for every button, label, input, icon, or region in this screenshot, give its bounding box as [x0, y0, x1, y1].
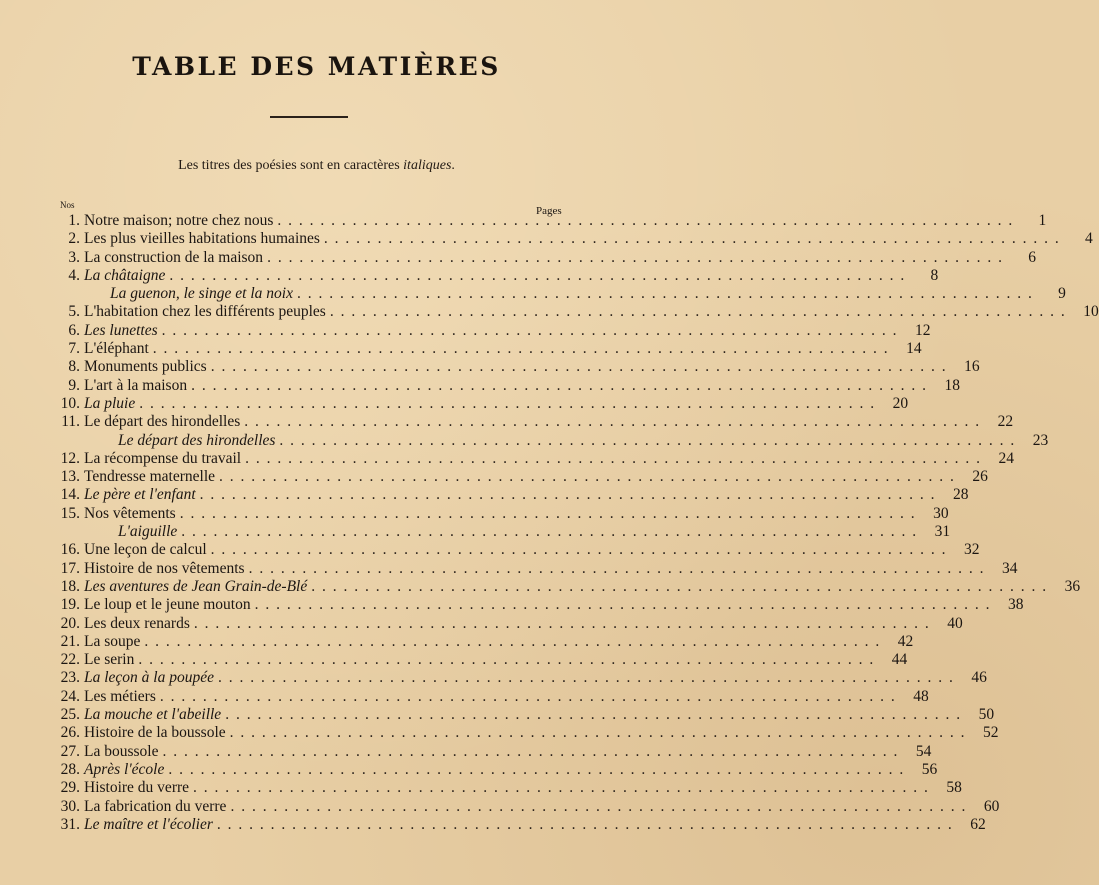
- toc-row: [56, 523, 951, 541]
- dot-leader: [230, 798, 965, 816]
- toc-entry-number: 28.: [60, 760, 80, 778]
- toc-entry-page: 52: [983, 724, 999, 742]
- toc-entry-number: 3.: [68, 248, 80, 266]
- toc-entry-title: Les plus vieilles habitations humaines: [84, 230, 320, 248]
- toc-entry-number: 17.: [60, 559, 80, 577]
- toc-row: [56, 651, 908, 669]
- toc-entry-number: 30.: [60, 797, 80, 815]
- toc-entry-title: Tendresse maternelle: [84, 468, 216, 486]
- toc-entry-number: 13.: [60, 468, 80, 486]
- toc-entry-title: Le départ des hirondelles: [84, 413, 241, 431]
- dot-leader: [139, 395, 874, 413]
- toc-row: [56, 212, 1047, 230]
- toc-entry-page: 54: [915, 742, 932, 760]
- toc-row: [56, 248, 1036, 267]
- note-italic-word: italiques: [403, 158, 452, 173]
- toc-entry-number: 29.: [60, 779, 80, 797]
- toc-entry-number: 6.: [68, 321, 80, 339]
- toc-row: [56, 742, 932, 761]
- dot-leader: [219, 468, 954, 486]
- dot-leader: [330, 303, 1065, 321]
- toc-entry-title: Histoire de la boussole: [84, 724, 226, 742]
- toc-row: [56, 431, 1049, 450]
- toc-entry-page: 6: [1028, 248, 1036, 266]
- toc-row: [56, 559, 1018, 578]
- dot-leader: [162, 322, 897, 340]
- toc-entry-page: 34: [1001, 559, 1018, 577]
- dot-leader: [245, 450, 980, 468]
- dot-leader: [255, 596, 990, 614]
- number-column-header: Nos: [60, 200, 75, 210]
- toc-entry-page: 9: [1058, 285, 1066, 303]
- toc-row: [56, 230, 1093, 248]
- toc-row: [56, 669, 987, 687]
- toc-entry-title: Le serin: [84, 651, 135, 669]
- toc-row: [56, 376, 960, 395]
- toc-entry-page: 60: [983, 797, 1000, 815]
- toc-row: [56, 358, 980, 376]
- toc-entry-title: La boussole: [84, 742, 159, 760]
- toc-row: [56, 614, 963, 633]
- dot-leader: [191, 377, 926, 395]
- toc-entry-title: Les deux renards: [84, 614, 190, 632]
- toc-entry-page: 14: [906, 340, 922, 358]
- dot-leader: [324, 230, 1059, 248]
- toc-row: [56, 394, 909, 413]
- toc-row: [56, 303, 1099, 321]
- toc-entry-page: 56: [921, 760, 938, 778]
- toc-entry-page: 12: [915, 321, 931, 339]
- toc-entry-page: 8: [930, 266, 939, 284]
- toc-entry-page: 4: [1085, 230, 1093, 248]
- toc-entry-title: Monuments publics: [84, 358, 207, 376]
- toc-entry-title: Le père et l'enfant: [84, 486, 196, 504]
- dot-leader: [194, 615, 929, 633]
- toc-entry-title: La guenon, le singe et la noix: [110, 285, 293, 303]
- toc-row: [56, 687, 929, 706]
- toc-entry-title: La construction de la maison: [84, 248, 264, 266]
- toc-entry-title: La soupe: [84, 632, 141, 650]
- toc-entry-number: 20.: [60, 614, 80, 632]
- toc-row: [56, 815, 986, 834]
- dot-leader: [169, 267, 904, 285]
- toc-entry-number: 12.: [60, 449, 80, 467]
- toc-entry-title: Le départ des hirondelles: [118, 431, 276, 449]
- dot-leader: [277, 212, 1012, 230]
- toc-entry-page: 28: [953, 486, 969, 504]
- note-period: .: [451, 158, 455, 173]
- toc-entry-number: 14.: [60, 486, 80, 504]
- dot-leader: [160, 688, 895, 706]
- toc-entry-number: 5.: [68, 303, 80, 321]
- toc-entry-page: 62: [970, 815, 986, 833]
- note-text: Les titres des poésies sont en caractères: [178, 158, 404, 173]
- dot-leader: [181, 523, 916, 541]
- toc-row: [56, 632, 914, 651]
- toc-row: [56, 541, 980, 559]
- toc-entry-title: Les métiers: [84, 687, 156, 705]
- toc-entry-number: 23.: [60, 669, 80, 687]
- toc-row: [56, 413, 1014, 431]
- dot-leader: [230, 724, 965, 742]
- toc-row: [56, 340, 922, 358]
- dot-leader: [144, 633, 879, 651]
- dot-leader: [211, 541, 946, 559]
- toc-row: [56, 760, 938, 779]
- table-of-contents: [56, 212, 1099, 834]
- dot-leader: [211, 358, 946, 376]
- toc-entry-title: La fabrication du verre: [84, 797, 227, 815]
- toc-entry-title: Le loup et le jeune mouton: [84, 596, 251, 614]
- toc-row: [56, 449, 1014, 468]
- toc-entry-title: Les aventures de Jean Grain-de-Blé: [84, 577, 308, 595]
- toc-row: [56, 779, 962, 797]
- toc-entry-title: Nos vêtements: [84, 504, 176, 522]
- dot-leader: [311, 578, 1046, 596]
- title-underline: [270, 116, 348, 118]
- toc-entry-number: 27.: [60, 742, 80, 760]
- toc-row: [56, 797, 1000, 816]
- toc-entry-page: 44: [891, 651, 908, 669]
- toc-entry-page: 58: [946, 779, 962, 797]
- toc-entry-title: L'aiguille: [118, 523, 178, 541]
- toc-entry-number: 10.: [60, 394, 80, 412]
- dot-leader: [168, 761, 903, 779]
- toc-entry-title: La pluie: [84, 394, 136, 412]
- toc-entry-number: 18.: [60, 577, 80, 595]
- toc-entry-title: La leçon à la poupée: [84, 669, 215, 687]
- toc-entry-page: 23: [1032, 431, 1049, 449]
- toc-entry-page: 18: [944, 376, 960, 394]
- toc-row: [56, 285, 1066, 303]
- toc-entry-page: 50: [978, 706, 995, 724]
- toc-entry-title: Notre maison; notre chez nous: [84, 212, 274, 229]
- toc-entry-page: 26: [972, 468, 988, 486]
- toc-row: [56, 266, 939, 285]
- toc-row: [56, 504, 949, 523]
- dot-leader: [249, 560, 984, 578]
- dot-leader: [297, 285, 1032, 303]
- toc-entry-page: 24: [998, 449, 1014, 467]
- toc-entry-page: 22: [997, 413, 1014, 431]
- dot-leader: [279, 432, 1014, 450]
- dot-leader: [200, 486, 935, 504]
- toc-entry-page: 1: [1038, 212, 1047, 229]
- toc-entry-title: Histoire de nos vêtements: [84, 559, 245, 577]
- toc-entry-page: 16: [964, 358, 980, 376]
- dot-leader: [162, 743, 897, 761]
- toc-entry-number: 24.: [60, 687, 80, 705]
- dot-leader: [153, 340, 888, 358]
- toc-row: [56, 706, 995, 724]
- toc-entry-page: 32: [964, 541, 980, 559]
- toc-entry-number: 21.: [60, 632, 80, 650]
- toc-entry-number: 31.: [60, 815, 80, 833]
- toc-entry-number: 26.: [60, 724, 80, 742]
- toc-entry-title: La mouche et l'abeille: [84, 706, 222, 724]
- toc-entry-number: 7.: [68, 340, 80, 358]
- dot-leader: [218, 669, 953, 687]
- toc-entry-title: Après l'école: [84, 760, 165, 778]
- toc-entry-page: 30: [933, 504, 949, 522]
- toc-row: [56, 486, 969, 504]
- dot-leader: [138, 651, 873, 669]
- toc-entry-number: 16.: [60, 541, 80, 559]
- toc-entry-page: 38: [1007, 596, 1024, 614]
- toc-entry-number: 2.: [68, 230, 80, 248]
- dot-leader: [267, 249, 1002, 267]
- toc-entry-page: 40: [947, 614, 963, 632]
- toc-entry-page: 20: [892, 394, 909, 412]
- toc-entry-title: La récompense du travail: [84, 449, 242, 467]
- dot-leader: [193, 779, 928, 797]
- toc-entry-number: 15.: [60, 504, 80, 522]
- toc-row: [56, 596, 1024, 614]
- toc-entry-title: La châtaigne: [84, 266, 166, 284]
- toc-entry-title: L'art à la maison: [84, 376, 188, 394]
- toc-entry-number: 9.: [68, 376, 80, 394]
- toc-entry-number: 1.: [68, 212, 80, 229]
- toc-entry-number: 19.: [60, 596, 80, 614]
- toc-entry-page: 42: [897, 632, 914, 650]
- pages-column-header: Pages: [536, 205, 562, 217]
- toc-entry-number: 25.: [60, 706, 80, 724]
- dot-leader: [225, 706, 960, 724]
- page-title: TABLE DES MATIÈRES: [132, 52, 501, 81]
- toc-row: [56, 321, 931, 340]
- toc-entry-number: 4.: [68, 266, 80, 284]
- toc-row: [56, 577, 1081, 596]
- toc-entry-number: 11.: [61, 413, 80, 431]
- dot-leader: [180, 505, 915, 523]
- italics-note: [0, 158, 633, 174]
- toc-row: [56, 468, 988, 486]
- toc-entry-title: Une leçon de calcul: [84, 541, 207, 559]
- toc-entry-page: 31: [934, 523, 951, 541]
- toc-entry-title: Le maître et l'écolier: [84, 815, 213, 833]
- toc-entry-page: 10: [1083, 303, 1099, 321]
- toc-entry-page: 46: [971, 669, 987, 687]
- toc-entry-number: 22.: [60, 651, 80, 669]
- toc-row: [56, 724, 999, 742]
- dot-leader: [244, 413, 979, 431]
- toc-entry-title: Histoire du verre: [84, 779, 190, 797]
- toc-entry-page: 36: [1064, 577, 1081, 595]
- dot-leader: [217, 816, 952, 834]
- toc-entry-title: Les lunettes: [84, 321, 158, 339]
- toc-entry-number: 8.: [68, 358, 80, 376]
- toc-entry-page: 48: [913, 687, 929, 705]
- toc-entry-title: L'éléphant: [84, 340, 149, 358]
- toc-entry-title: L'habitation chez les différents peuples: [84, 303, 326, 321]
